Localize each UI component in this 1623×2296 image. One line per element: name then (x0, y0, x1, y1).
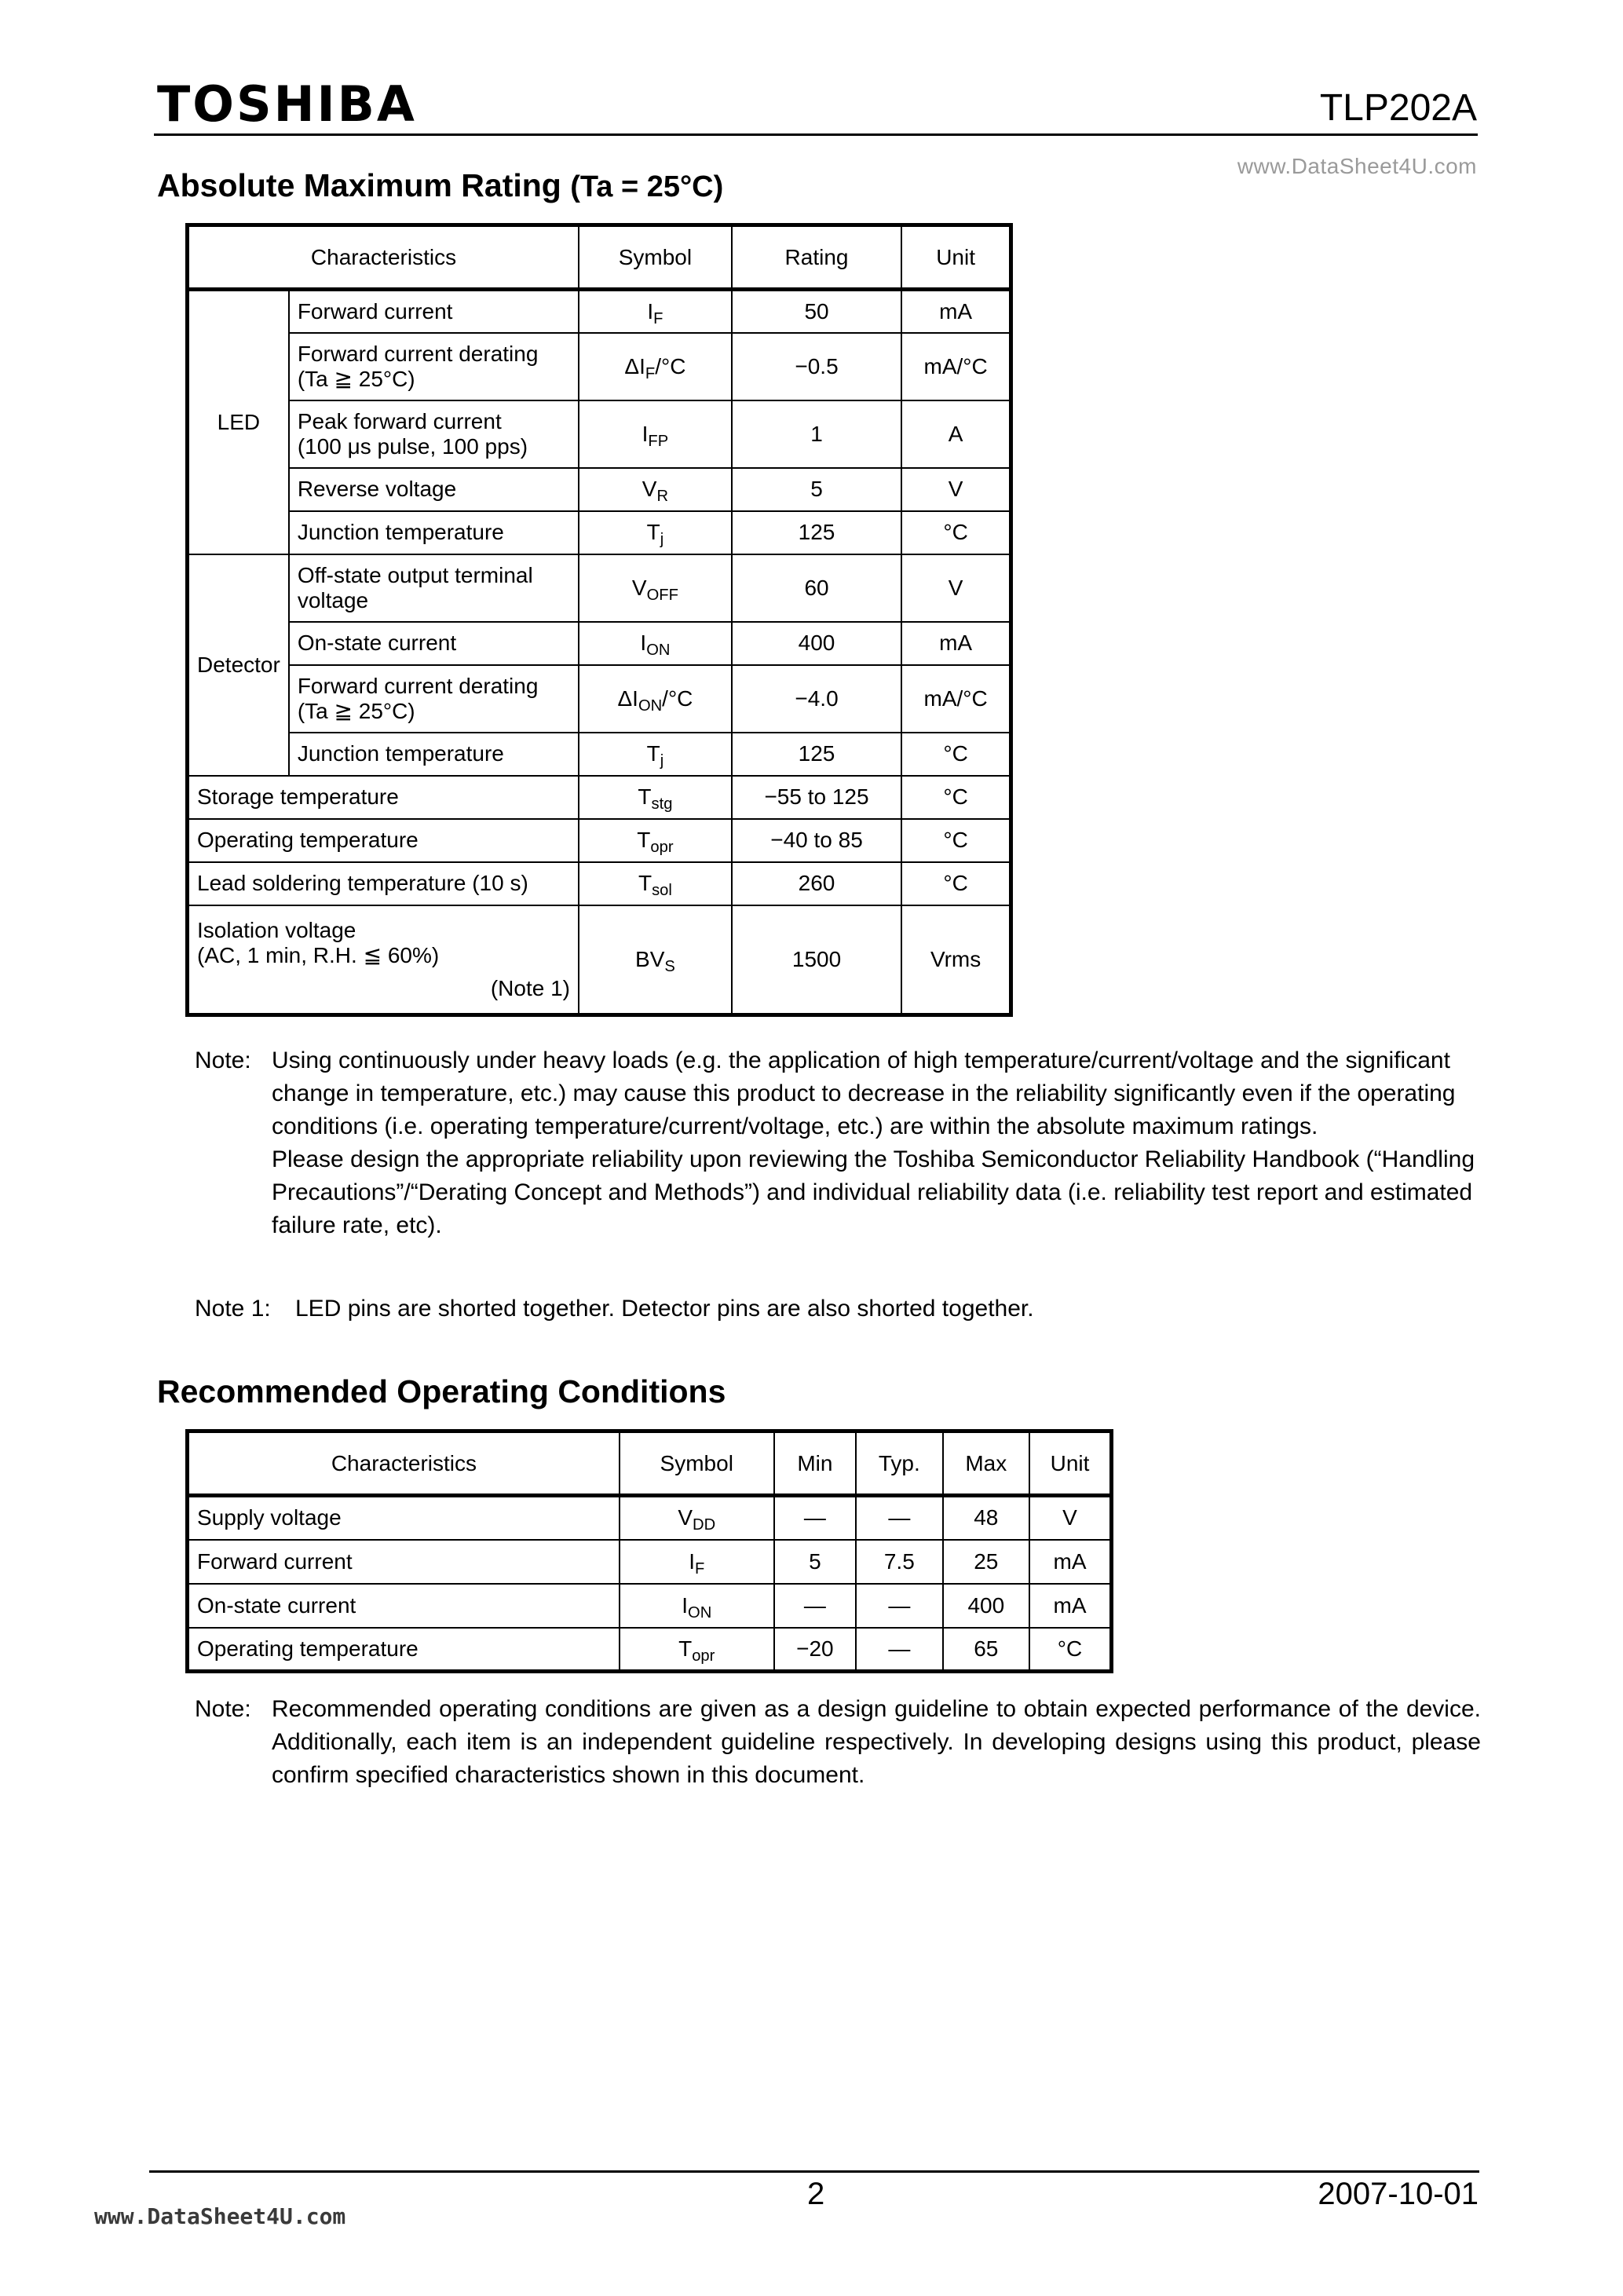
cell-characteristic: Forward current derating (Ta ≧ 25°C) (289, 665, 579, 733)
col-header-symbol: Symbol (620, 1431, 774, 1496)
abs-note-paragraph: Using continuously under heavy loads (e.g. the application of high temperature/current/voltage and the significant change in temperature, etc.) may cause this product to decrease in the reliability significantly even if the operating conditions (i.e. operating temperature/current/voltage, etc.) are within the absolute maximum ratings. (272, 1047, 1456, 1139)
note-ref: (Note 1) (490, 975, 570, 1000)
cell-unit: A (901, 400, 1011, 468)
cell-unit: V (1029, 1496, 1111, 1540)
note1-label: Note 1: (195, 1296, 271, 1322)
cell-rating: 400 (732, 622, 901, 665)
col-header-rating: Rating (732, 225, 901, 290)
cell-symbol: $I_{ON}$ (620, 1584, 774, 1628)
revision-date: 2007-10-01 (1318, 2177, 1479, 2211)
cell-characteristic: Forward current (289, 290, 579, 333)
cell-rating: −4.0 (732, 665, 901, 733)
cell-typ: 7.5 (856, 1540, 942, 1584)
cell-symbol: $T_j$ (579, 511, 732, 554)
abs-note-paragraph: Please design the appropriate reliability upon reviewing the Toshiba Semiconductor Reliability Handbook (“Handling Precautions”/“Derating Concept and Methods”) and individual reliability data (i.e. reliability test report and estimated failure rate, etc). (272, 1146, 1475, 1238)
cell-max: 400 (943, 1584, 1029, 1628)
cell-unit: °C (901, 511, 1011, 554)
cell-characteristic: Peak forward current (100 μs pulse, 100 pps) (289, 400, 579, 468)
table-row (188, 622, 1011, 665)
cell-symbol: $I_{ON}$ (579, 622, 732, 665)
cell-symbol: $\Delta I_F/^\circ C$ (579, 333, 732, 400)
cell-rating: −40 to 85 (732, 819, 901, 862)
cell-symbol: $I_F$ (620, 1540, 774, 1584)
part-number: TLP202A (1319, 87, 1477, 129)
cell-rating: 60 (732, 554, 901, 622)
cell-rating: 50 (732, 290, 901, 333)
rec-op-table (185, 1429, 1113, 1673)
table-row (188, 776, 1011, 819)
cell-characteristic: Operating temperature (188, 819, 579, 862)
table-row (188, 665, 1011, 733)
cell-rating: 1 (732, 400, 901, 468)
table-row (188, 333, 1011, 400)
col-header-typ: Typ. (856, 1431, 942, 1496)
table-header-row (188, 225, 1011, 290)
col-header-unit: Unit (1029, 1431, 1111, 1496)
cell-characteristic: Forward current derating (Ta ≧ 25°C) (289, 333, 579, 400)
cell-rating: 125 (732, 511, 901, 554)
cell-unit: mA/°C (901, 665, 1011, 733)
col-header-max: Max (943, 1431, 1029, 1496)
cell-unit: mA (901, 290, 1011, 333)
cell-min: — (774, 1584, 856, 1628)
cell-unit: mA/°C (901, 333, 1011, 400)
col-header-characteristics: Characteristics (188, 1431, 620, 1496)
cell-characteristic: Isolation voltage (AC, 1 min, R.H. ≦ 60%) (Note 1) (188, 905, 579, 1015)
col-header-characteristics: Characteristics (188, 225, 579, 290)
cell-characteristic: Reverse voltage (289, 468, 579, 511)
cell-unit: °C (901, 819, 1011, 862)
cell-symbol: $I_F$ (579, 290, 732, 333)
table-row (188, 819, 1011, 862)
cell-min: −20 (774, 1628, 856, 1672)
cell-unit: °C (1029, 1628, 1111, 1672)
watermark-bottom[interactable]: www.DataSheet4U.com (94, 2203, 346, 2229)
cell-symbol: $T_{opr}$ (620, 1628, 774, 1672)
rec-note-label: Note: (195, 1696, 251, 1722)
cell-symbol: $T_{sol}$ (579, 862, 732, 905)
cell-typ: — (856, 1628, 942, 1672)
cell-symbol: $V_{DD}$ (620, 1496, 774, 1540)
page-number: 2 (807, 2177, 825, 2211)
cell-unit: Vrms (901, 905, 1011, 1015)
cell-symbol: $V_{OFF}$ (579, 554, 732, 622)
cell-symbol: $T_j$ (579, 733, 732, 776)
cell-rating: 260 (732, 862, 901, 905)
cell-unit: °C (901, 733, 1011, 776)
cell-characteristic: Storage temperature (188, 776, 579, 819)
table-row (188, 290, 1011, 333)
cell-symbol: $I_{FP}$ (579, 400, 732, 468)
group-label-led: LED (188, 290, 289, 554)
cell-rating: −0.5 (732, 333, 901, 400)
abs-note-body (272, 1044, 1497, 1242)
cell-symbol: $T_{stg}$ (579, 776, 732, 819)
col-header-unit: Unit (901, 225, 1011, 290)
toshiba-logo: TOSHIBA (157, 75, 417, 133)
footer-divider (149, 2170, 1479, 2173)
cell-max: 65 (943, 1628, 1029, 1672)
note1-text: LED pins are shorted together. Detector pins are also shorted together. (295, 1296, 1034, 1322)
cell-characteristic: Junction temperature (289, 733, 579, 776)
cell-max: 25 (943, 1540, 1029, 1584)
cell-typ: — (856, 1584, 942, 1628)
col-header-min: Min (774, 1431, 856, 1496)
cell-unit: mA (901, 622, 1011, 665)
cell-characteristic: Lead soldering temperature (10 s) (188, 862, 579, 905)
cell-symbol: $T_{opr}$ (579, 819, 732, 862)
table-row (188, 862, 1011, 905)
abs-max-title: Absolute Maximum Rating (157, 167, 561, 203)
header-divider (154, 133, 1478, 136)
abs-max-table (185, 223, 1013, 1017)
watermark-top[interactable]: www.DataSheet4U.com (1237, 154, 1477, 178)
table-row (188, 1584, 1112, 1628)
table-row (188, 400, 1011, 468)
cell-rating: −55 to 125 (732, 776, 901, 819)
cell-symbol: $\Delta I_{ON}/^\circ C$ (579, 665, 732, 733)
cell-min: 5 (774, 1540, 856, 1584)
cell-min: — (774, 1496, 856, 1540)
cell-unit: mA (1029, 1540, 1111, 1584)
table-row (188, 554, 1011, 622)
table-row (188, 1496, 1112, 1540)
abs-max-condition: (Ta = 25°C) (570, 170, 724, 203)
table-header-row (188, 1431, 1112, 1496)
cell-unit: mA (1029, 1584, 1111, 1628)
cell-characteristic: Off-state output terminal voltage (289, 554, 579, 622)
cell-characteristic: Forward current (188, 1540, 620, 1584)
cell-max: 48 (943, 1496, 1029, 1540)
cell-characteristic: On-state current (289, 622, 579, 665)
cell-unit: °C (901, 776, 1011, 819)
cell-characteristic: On-state current (188, 1584, 620, 1628)
table-row (188, 1628, 1112, 1672)
cell-symbol: $V_R$ (579, 468, 732, 511)
cell-symbol: $BV_S$ (579, 905, 732, 1015)
cell-unit: V (901, 468, 1011, 511)
abs-note-label: Note: (195, 1047, 251, 1073)
abs-max-heading (157, 166, 723, 206)
rec-note-body: Recommended operating conditions are given as a design guideline to obtain expected performance of the device. Additionally, each item is an independent guideline respectively. In developing designs using this product, please confirm specified characteristics shown in this document. (272, 1696, 1481, 1788)
cell-unit: °C (901, 862, 1011, 905)
rec-op-heading: Recommended Operating Conditions (157, 1373, 726, 1409)
table-row (188, 1540, 1112, 1584)
table-row (188, 905, 1011, 1015)
cell-typ: — (856, 1496, 942, 1540)
cell-characteristic: Junction temperature (289, 511, 579, 554)
cell-characteristic: Operating temperature (188, 1628, 620, 1672)
cell-rating: 1500 (732, 905, 901, 1015)
table-row (188, 511, 1011, 554)
cell-unit: V (901, 554, 1011, 622)
table-row (188, 468, 1011, 511)
cell-rating: 5 (732, 468, 901, 511)
cell-characteristic: Supply voltage (188, 1496, 620, 1540)
cell-rating: 125 (732, 733, 901, 776)
group-label-detector: Detector (188, 554, 289, 776)
table-row (188, 733, 1011, 776)
col-header-symbol: Symbol (579, 225, 732, 290)
